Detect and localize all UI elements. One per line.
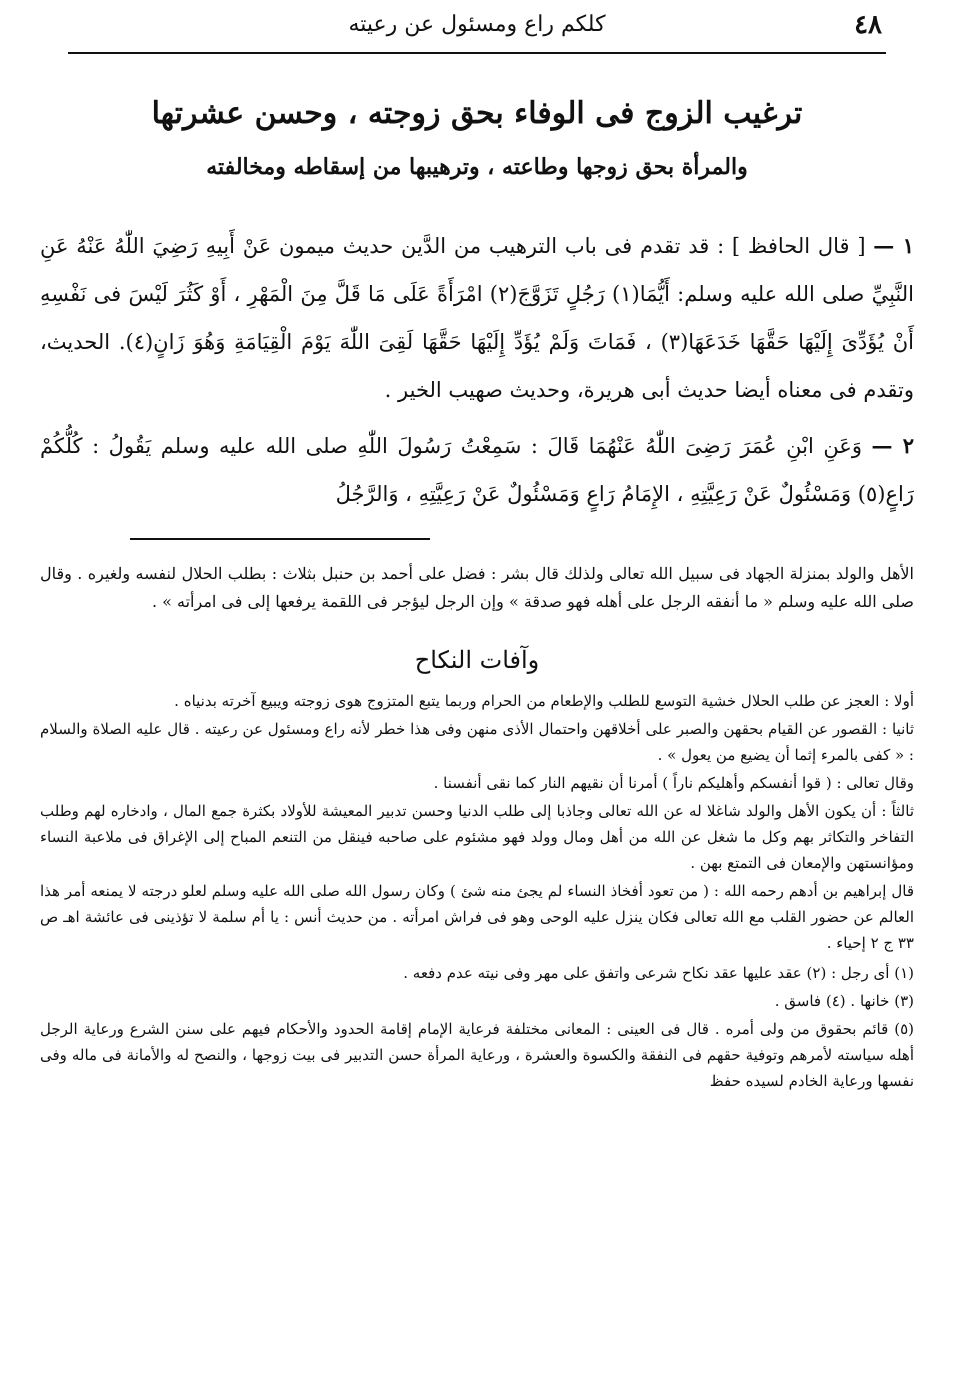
note-paragraph: قال إبراهيم بن أدهم رحمه الله : ( من تعود أفخاذ النساء لم يجئ منه شئ ) وكان رسول الله صلى الله عليه وسلم لعلو درجته لا يمنعه أمر هذا العالم عن حضور القلب مع الله تعالى فكان ينزل عليه الوحى وهو فى فراش امرأته . من حديث أنس : يا أم سلمة لا تؤذينى فى عائشة اهـ ص ٣٣ ج ٢ إحياء . bbox=[40, 882, 914, 952]
hadith-number: ٢ — bbox=[871, 433, 914, 458]
running-title: كلكم راع ومسئول عن رعيته bbox=[348, 12, 606, 37]
footnote: (٣) خانها . (٤) فاسق . bbox=[774, 992, 914, 1010]
footnote: (٥) قائم بحقوق من ولى أمره . قال فى العينى : المعانى مختلفة فرعاية الإمام إقامة الحدود والأحكام فيهم على سنن الشرع ورعاية الرجل أهله سياسته لأمرهم وتوفية حقهم فى النفقة والكسوة والعشرة ، ورعاية المرأة حسن التدبير فى بيت زوجها ، والنصح له والأمانة فى ماله وفى نفسها ورعاية الخادم لسيده حفظ bbox=[40, 1020, 914, 1090]
main-text bbox=[40, 222, 914, 518]
footnote-continuation: الأهل والولد بمنزلة الجهاد فى سبيل الله تعالى ولذلك قال بشر : فضل على أحمد بن حنبل بثلاث : بطلب الحلال لنفسه ولغيره . وقال صلى الله عليه وسلم « ما أنفقه الرجل على أهله فهو صدقة » وإن الرجل ليؤجر فى اللقمة يرفعها إلى فى امرأته » . bbox=[40, 564, 914, 611]
page-number: ٤٨ bbox=[854, 10, 882, 40]
running-header bbox=[68, 0, 886, 54]
chapter-title: ترغيب الزوج فى الوفاء بحق زوجته ، وحسن عشرتها bbox=[151, 96, 803, 131]
note-paragraph: ثانيا : القصور عن القيام بحقهن والصبر على أخلاقهن واحتمال الأذى منهن وفى هذا خطر لأنه راع ومسئول عن رعيته . قال عليه الصلاة والسلام : « كفى بالمرء إثما أن يضيع من يعول » . bbox=[40, 720, 914, 764]
hadith-paragraph bbox=[40, 422, 914, 518]
section-heading: وآفات النكاح bbox=[414, 646, 540, 674]
note-paragraph: ثالثاً : أن يكون الأهل والولد شاغلا له عن الله تعالى وجاذبا إلى طلب الدنيا وحسن تدبير المعيشة للأولاد بكثرة جمع المال ، وادخاره لهم وطلب التفاخر والتكاثر بهم وكل ما شغل عن الله من أهل ومال وولد فهو مشئوم على صاحبه فينقل من التنعم المباح إلى الإغراق فى ملاعبة النساء ومؤانستهن والإمعان فى التمتع بهن . bbox=[40, 802, 914, 872]
note-paragraph: وقال تعالى : ( قوا أنفسكم وأهليكم ناراً ) أمرنا أن نقيهم النار كما نقى أنفسنا . bbox=[433, 774, 914, 792]
footnotes-section bbox=[40, 960, 914, 1094]
hadith-text: وَعَنِ ابْنِ عُمَرَ رَضِىَ اللّٰهُ عَنْهُمَا قَالَ : سَمِعْتُ رَسُولَ اللّٰهِ صلى الله عليه وسلم يَقُولُ : كُلُّكُمْ رَاعٍ(٥) وَمَسْئُولٌ عَنْ رَعِيَّتِهِ ، الإِمَامُ رَاعٍ وَمَسْئُولٌ عَنْ رَعِيَّتِهِ ، وَالرَّجُلُ bbox=[40, 434, 914, 506]
hadith-number: ١ — bbox=[873, 233, 914, 258]
footnote-divider bbox=[130, 538, 430, 540]
chapter-subtitle: والمرأة بحق زوجها وطاعته ، وترهيبها من إسقاطه ومخالفته bbox=[206, 154, 748, 180]
notes-section bbox=[40, 688, 914, 956]
hadith-paragraph bbox=[40, 222, 914, 414]
hadith-text: [ قال الحافظ ] : قد تقدم فى باب الترهيب من الدَّين حديث ميمون عَنْ أَبِيهِ رَضِيَ اللّٰهُ عَنْهُ عَنِ النَّبِيِّ صلى الله عليه وسلم: أَيُّمَا(١) رَجُلٍ تَزَوَّجَ(٢) امْرَأَةً عَلَى مَا قَلَّ مِنَ الْمَهْرِ ، أَوْ كَثُرَ لَيْسَ فى نَفْسِهِ أَنْ يُؤَدِّىَ إِلَيْهَا حَقَّهَا خَدَعَهَا(٣) ، فَمَاتَ وَلَمْ يُؤَدِّ إِلَيْهَا حَقَّهَا لَقِىَ اللّٰهَ يَوْمَ الْقِيَامَةِ وَهُوَ زَانٍ(٤). الحديث، وتقدم فى معناه أيضا حديث أبى هريرة، وحديث صهيب الخير . bbox=[40, 234, 914, 402]
footnote: (١) أى رجل : (٢) عقد عليها عقد نكاح شرعى واتفق على مهر وفى نيته عدم دفعه . bbox=[403, 964, 914, 982]
note-paragraph: أولا : العجز عن طلب الحلال خشية التوسع للطلب والإطعام من الحرام وربما يتبع المتزوج هوى زوجته ويبيع آخرته بدنياه . bbox=[174, 692, 914, 710]
